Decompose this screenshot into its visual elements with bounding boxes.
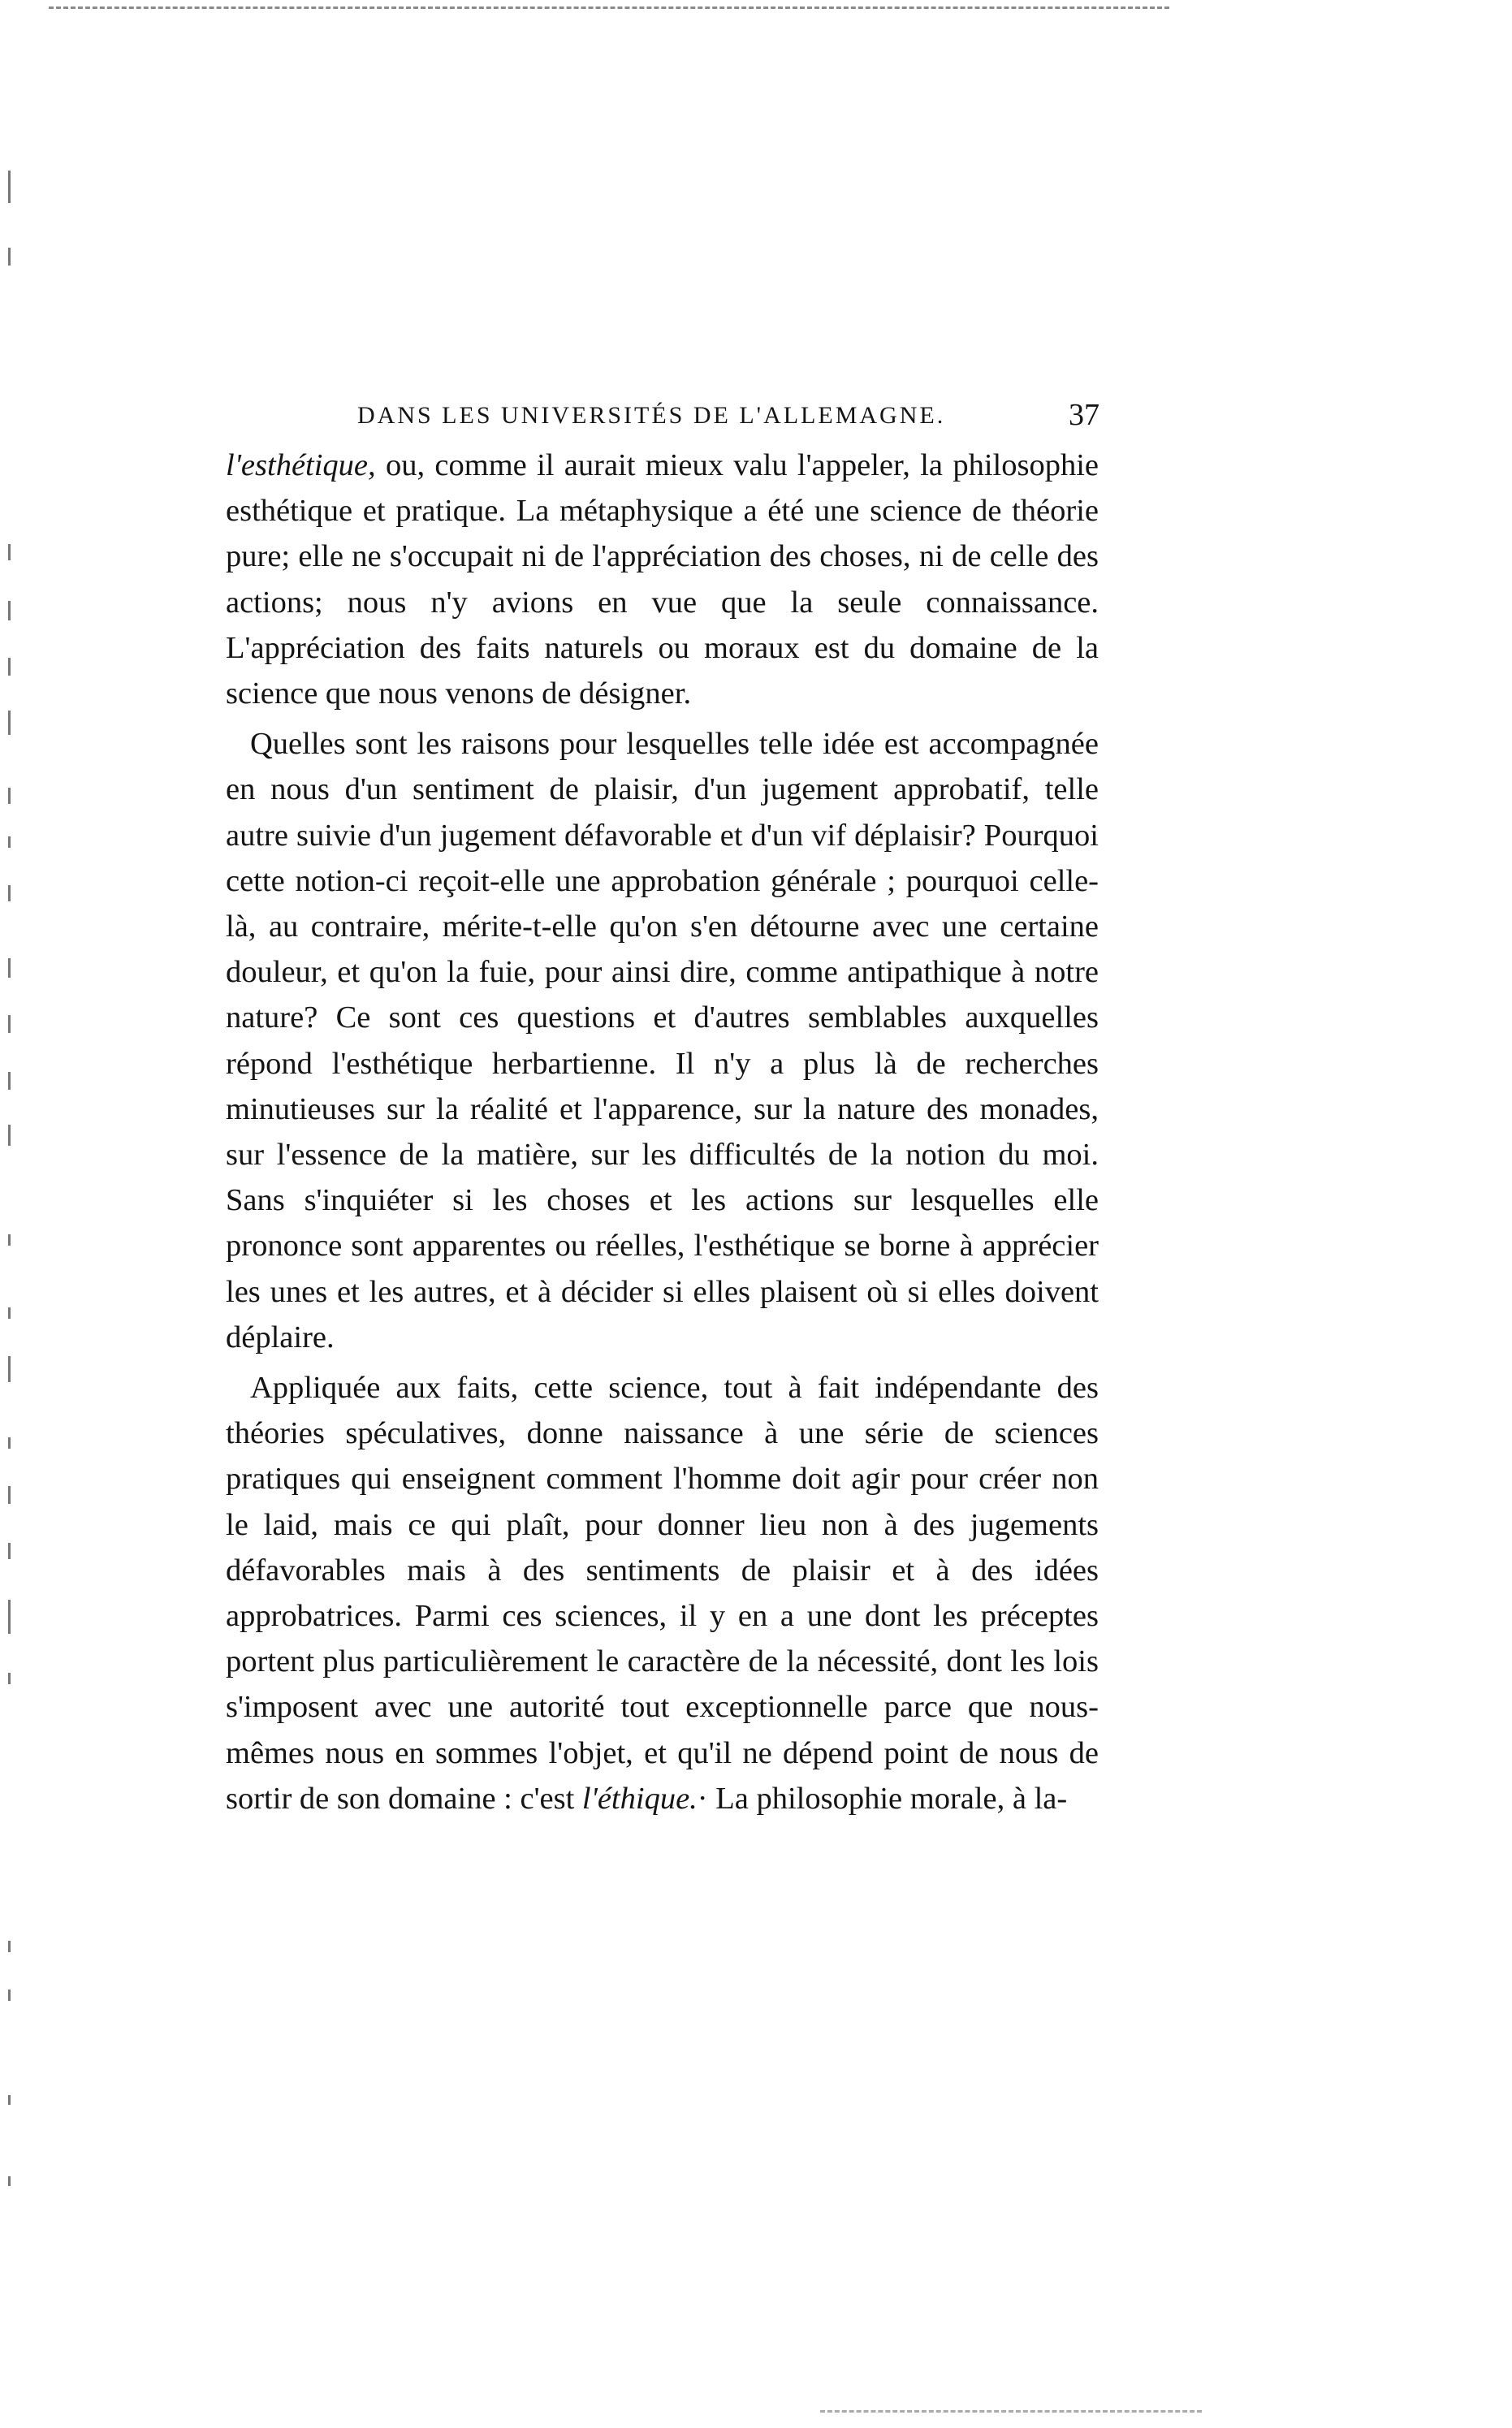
paragraph-3-tail: · La philosophie morale, à la- [697, 1781, 1068, 1816]
scan-artifact-top-rule [49, 6, 1169, 9]
paragraph-3-text: Appliquée aux faits, cette science, tout à fait indépendante des théories spéculatives, donne naissance à une série de sciences pratiques qui enseignent comment l'homme doit agir pour créer non le laid, mais ce qui plaît, pour donner lieu non à des jugements défavorables mais à des sentiments de plaisir et à des idées approbatrices. Parmi ces sciences, il y en a une dont les préceptes portent plus particulièrement le caractère de la nécessité, dont les lois s'imposent avec une autorité tout exceptionnelle parce que nous-mêmes nous en sommes l'objet, et qu'il ne dépend point de nous de sortir de son domaine : c'est [226, 1371, 1099, 1816]
italic-term-ethique: l'éthique. [581, 1781, 698, 1816]
paragraph-2-text: Quelles sont les raisons pour lesquelles telle idée est accompagnée en nous d'un sentiment de plaisir, d'un jugement approbatif, telle autre suivie d'un jugement défavorable et d'un vif déplaisir? Pourquoi cette notion-ci reçoit-elle une approbation générale ; pourquoi celle-là, au contraire, mérite-t-elle qu'on s'en détourne avec une certaine douleur, et qu'on la fuie, pour ainsi dire, comme antipathique à notre nature? Ce sont ces questions et d'autres semblables auxquelles répond l'esthétique herbartienne. Il n'y a plus là de recherches minutieuses sur la réalité et l'apparence, sur la nature des monades, sur l'essence de la matière, sur les difficultés de la notion du moi. Sans s'inquiéter si les choses et les actions sur lesquelles elle prononce sont apparentes ou réelles, l'esthétique se borne à apprécier les unes et les autres, et à décider si elles plaisent où si elles doivent déplaire. [226, 727, 1099, 1354]
scan-artifact-margin-marks [5, 171, 16, 2282]
paragraph-2 [226, 721, 1099, 1360]
italic-term-esthetique: l'esthétique, [226, 448, 376, 482]
running-head [357, 398, 1104, 443]
scan-artifact-bottom-rule [820, 2410, 1202, 2413]
running-title: DANS LES UNIVERSITÉS DE L'ALLEMAGNE. [357, 402, 946, 429]
paragraph-3 [226, 1365, 1099, 1821]
paragraph-1-text: ou, comme il aurait mieux valu l'appeler, la philosophie esthétique et pratique. La métaphysique a été une science de théorie pure; elle ne s'occupait ni de l'appréciation des choses, ni de celle des actions; nous n'y avions en vue que la seule connaissance. L'appréciation des faits naturels ou moraux est du domaine de la science que nous venons de désigner. [226, 448, 1099, 711]
body-text [226, 443, 1099, 1821]
page-number: 37 [1069, 398, 1099, 432]
paragraph-1 [226, 443, 1099, 716]
